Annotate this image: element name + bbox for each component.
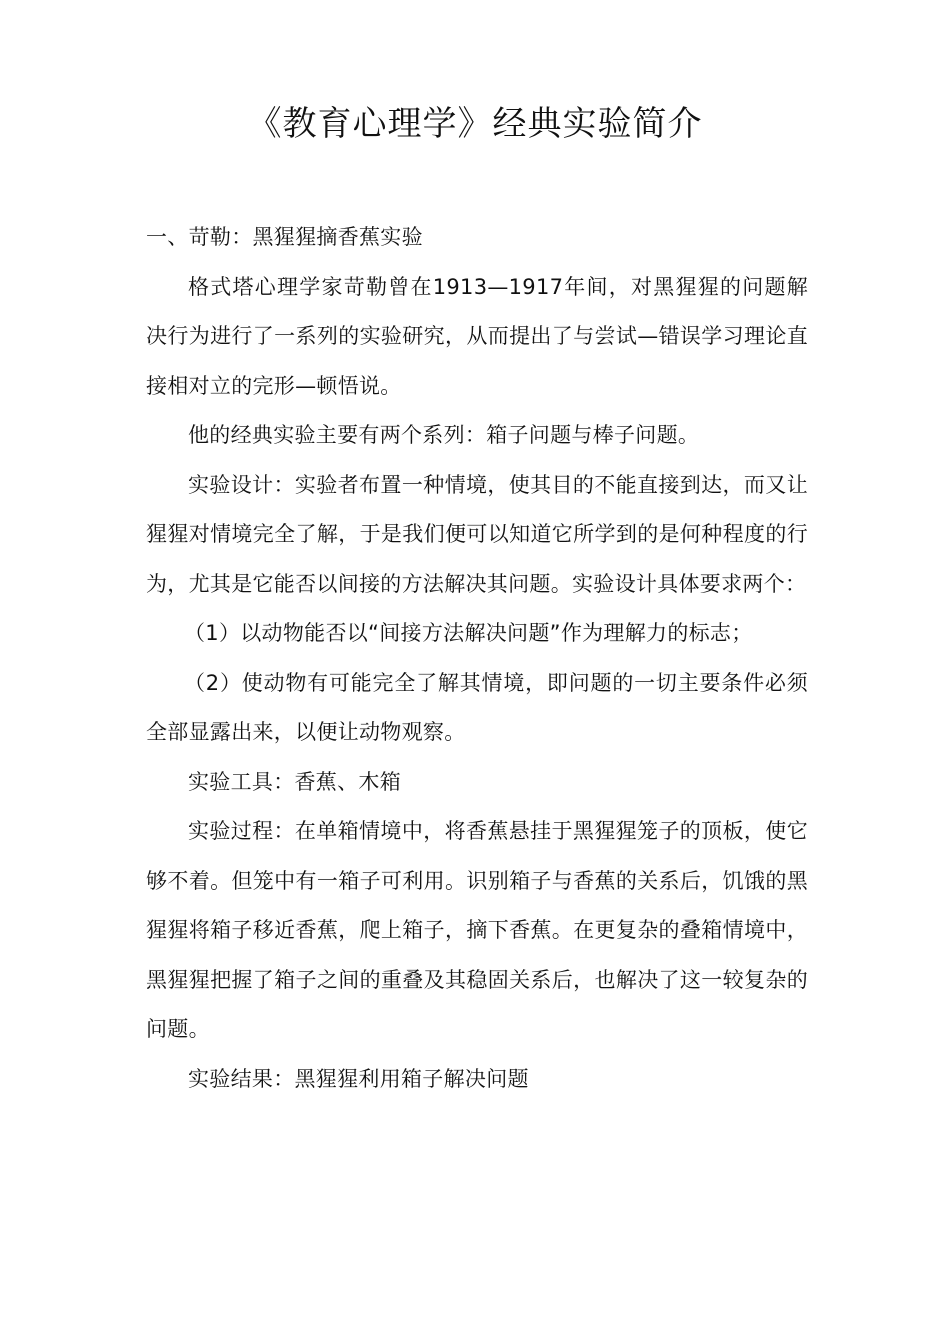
paragraph-design: 实验设计：实验者布置一种情境，使其目的不能直接到达，而又让猩猩对情境完全了解，于是我们便可以知道它所学到的是何种程度的行为，尤其是它能否以间接的方法解决其问题。实验设计具体要求两个：: [146, 472, 808, 596]
paragraph-process: 实验过程：在单箱情境中，将香蕉悬挂于黑猩猩笼子的顶板，使它够不着。但笼中有一箱子可利用。识别箱子与香蕉的关系后，饥饿的黑猩猩将箱子移近香蕉，爬上箱子，摘下香蕉。在更复杂的叠箱情境中，黑猩猩把握了箱子之间的重叠及其稳固关系后，也解决了这一较复杂的问题。: [146, 819, 808, 1041]
paragraph-requirement-1: （1）以动物能否以“间接方法解决问题”作为理解力的标志；: [184, 621, 753, 645]
paragraph-result: 实验结果：黑猩猩利用箱子解决问题: [188, 1066, 529, 1091]
paragraph-series: 他的经典实验主要有两个系列：箱子问题与棒子问题。: [188, 423, 700, 447]
section-heading: 一、苛勒：黑猩猩摘香蕉实验: [146, 225, 423, 249]
document-title: 《教育心理学》经典实验简介: [247, 104, 703, 144]
document-body: [146, 213, 808, 1104]
paragraph-intro: 格式塔心理学家苛勒曾在1913—1917年间，对黑猩猩的问题解决行为进行了一系列的实验研究，从而提出了与尝试—错误学习理论直接相对立的完形—顿悟说。: [146, 274, 808, 398]
paragraph-requirement-2: （2）使动物有可能完全了解其情境，即问题的一切主要条件必须全部显露出来，以便让动物观察。: [146, 670, 808, 744]
paragraph-tools: 实验工具：香蕉、木箱: [188, 769, 401, 794]
